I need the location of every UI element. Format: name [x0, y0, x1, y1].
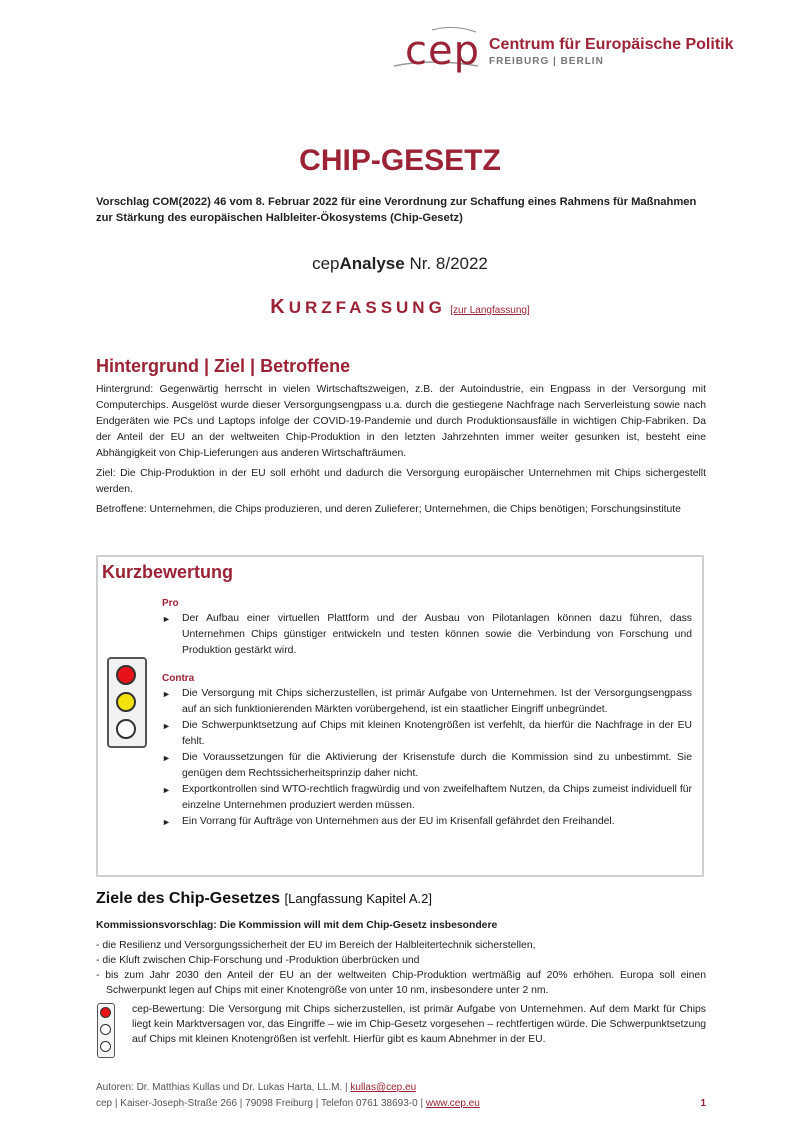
hintergrund-heading: Hintergrund | Ziel | Betroffene: [96, 356, 351, 376]
analyse-prefix: cep: [312, 254, 340, 273]
ziele-item: - die Resilienz und Versorgungssicherheit der EU im Bereich der Halbleitertechnik sicherstellen,: [96, 940, 536, 951]
ziele-section: [96, 918, 706, 998]
traffic-light-icon: [107, 657, 147, 748]
page-subtitle: Vorschlag COM(2022) 46 vom 8. Februar 2022 für eine Verordnung zur Schaffung eines Rahmens für Maßnahmen zur Stärkung des europäischen Halbleiter-Ökosystems (Chip-Gesetz): [96, 196, 697, 224]
hintergrund-section: [96, 382, 706, 518]
pro-label: Pro: [162, 598, 179, 609]
ziele-item: - bis zum Jahr 2030 den Anteil der EU an der weltweiten Chip-Produktion wertmäßig auf 20% erhöhen. Europa soll einen Schwerpunkt legen auf Chips mit einer Knotengröße von unter 10 nm, insbesondere unter 2 nm.: [96, 970, 706, 996]
contra-list: [162, 686, 692, 830]
analyse-number: [0, 254, 800, 274]
contra-item: ► Die Schwerpunktsetzung auf Chips mit kleinen Knotengrößen ist verfehlt, da hierfür die Nachfrage in der EU fehlt.: [162, 720, 692, 747]
pro-contra-section: [162, 598, 692, 830]
bullet-arrow-icon: ►: [162, 753, 171, 763]
bullet-arrow-icon: ►: [162, 614, 171, 624]
kurzbewertung-heading: Kurzbewertung: [102, 562, 234, 582]
ziele-list: [96, 938, 706, 998]
ziele-item: - die Kluft zwischen Chip-Forschung und -Produktion überbrücken und: [96, 955, 420, 966]
bullet-arrow-icon: ►: [162, 689, 171, 699]
footer-authors: Autoren: Dr. Matthias Kullas und Dr. Lukas Harta, LL.M. | kullas@cep.eu: [96, 1082, 417, 1093]
ziel-text: Ziel: Die Chip-Produktion in der EU soll erhöht und dadurch die Versorgung europäischer Unternehmen mit Chips sichergestellt werden.: [96, 468, 706, 495]
ziele-heading: [96, 890, 432, 908]
bullet-arrow-icon: ►: [162, 721, 171, 731]
kurzfassung-initial: K: [270, 296, 289, 318]
page-number: 1: [700, 1098, 706, 1109]
author-email-link[interactable]: kullas@cep.eu: [350, 1082, 417, 1093]
pro-list: [162, 611, 692, 659]
contra-label: Contra: [162, 673, 195, 684]
white-lamp-icon: [100, 1024, 111, 1035]
org-name: Centrum für Europäische Politik: [489, 36, 734, 53]
contra-item: ► Exportkontrollen sind WTO-rechtlich fragwürdig und von zweifelhaftem Nutzen, da Chips zumeist individuell für einzelne Unternehmen produziert werden müssen.: [162, 784, 692, 811]
contra-item: ► Die Voraussetzungen für die Aktivierung der Krisenstufe durch die Kommission sind zu unbestimmt. Sie genügen dem Rechtssicherheitsprinzip daher nicht.: [162, 752, 692, 779]
ziele-heading-ref[interactable]: [Langfassung Kapitel A.2]: [284, 891, 432, 906]
page-title: CHIP-GESETZ: [299, 144, 501, 177]
bullet-arrow-icon: ►: [162, 785, 171, 795]
logo-text: cep: [405, 28, 480, 74]
kurzfassung-heading: [0, 296, 800, 319]
hintergrund-text: Hintergrund: Gegenwärtig herrscht in vielen Wirtschaftszweigen, z.B. der Autoindustrie, ein Engpass in der Versorgung mit Computerchips. Ausgelöst wurde dieser Versorgungsengpass u.a. durch die gestiegene Nachfrage nach Serverleistung sowie nach Endgeräten wie PCs und Laptops infolge der COVID-19-Pandemie und durch Produktionsausfälle in wichtigen Chip-Fabriken. Da der Anteil der EU an der weltweiten Chip-Produktion in den letzten Jahrzehnten immer weiter gesunken ist, besteht eine Abhängigkeit von Chip-Lieferungen aus anderen Wirtschafträumen.: [96, 384, 706, 459]
contra-item: ► Ein Vorrang für Aufträge von Unternehmen aus der EU im Krisenfall gefährdet den Freihandel.: [162, 814, 692, 830]
ziele-intro: Kommissionsvorschlag: Die Kommission will mit dem Chip-Gesetz insbesondere: [96, 920, 498, 931]
betroffene-text: Betroffene: Unternehmen, die Chips produzieren, und deren Zulieferer; Unternehmen, die Chips benötigen; Forschungsinstitute: [96, 504, 681, 515]
footer: [96, 1080, 706, 1112]
langfassung-link[interactable]: [zur Langfassung]: [450, 305, 530, 316]
red-lamp-icon: [116, 665, 136, 685]
kurzfassung-rest: URZFASSUNG: [288, 298, 446, 317]
red-lamp-icon: [100, 1007, 111, 1018]
website-link[interactable]: www.cep.eu: [425, 1098, 480, 1109]
white-lamp-icon: [100, 1041, 111, 1052]
analyse-nr: Nr. 8/2022: [404, 254, 488, 273]
white-lamp-icon: [116, 719, 136, 739]
cep-bewertung-text: cep-Bewertung: Die Versorgung mit Chips sicherzustellen, ist primär Aufgabe von Unternehmen. Auf dem Markt für Chips liegt kein Marktversagen vor, das Eingriffe – wie im Chip-Gesetz vorgesehen – rechtfertigen würde. Die Schwerpunktsetzung auf Chips mit kleinen Knotengrößen ist verfehlt. Hierfür gibt es kaum Abnehmer in der EU.: [132, 1004, 706, 1045]
small-traffic-light-icon: [97, 1003, 115, 1058]
bullet-arrow-icon: ►: [162, 817, 171, 827]
pro-item: ► Der Aufbau einer virtuellen Plattform und der Ausbau von Pilotanlagen können dazu führen, dass Unternehmen Chips günstiger entwickeln und testen können sowie die Verbindung von Forschung und Produktion gestärkt wird.: [162, 613, 692, 656]
contra-item: ► Die Versorgung mit Chips sicherzustellen, ist primär Aufgabe von Unternehmen. Ist der Versorgungsengpass auf an sich funktionierenden Märkten vorübergehend, ist ein staatlicher Eingriff unbegründet.: [162, 688, 692, 715]
ziele-heading-text: Ziele des Chip-Gesetzes: [96, 890, 281, 907]
yellow-lamp-icon: [116, 692, 136, 712]
footer-address: cep | Kaiser-Joseph-Straße 266 | 79098 Freiburg | Telefon 0761 38693-0 | www.cep.eu: [96, 1098, 480, 1109]
analyse-bold: Analyse: [339, 254, 405, 273]
org-cities: FREIBURG | BERLIN: [489, 56, 604, 67]
